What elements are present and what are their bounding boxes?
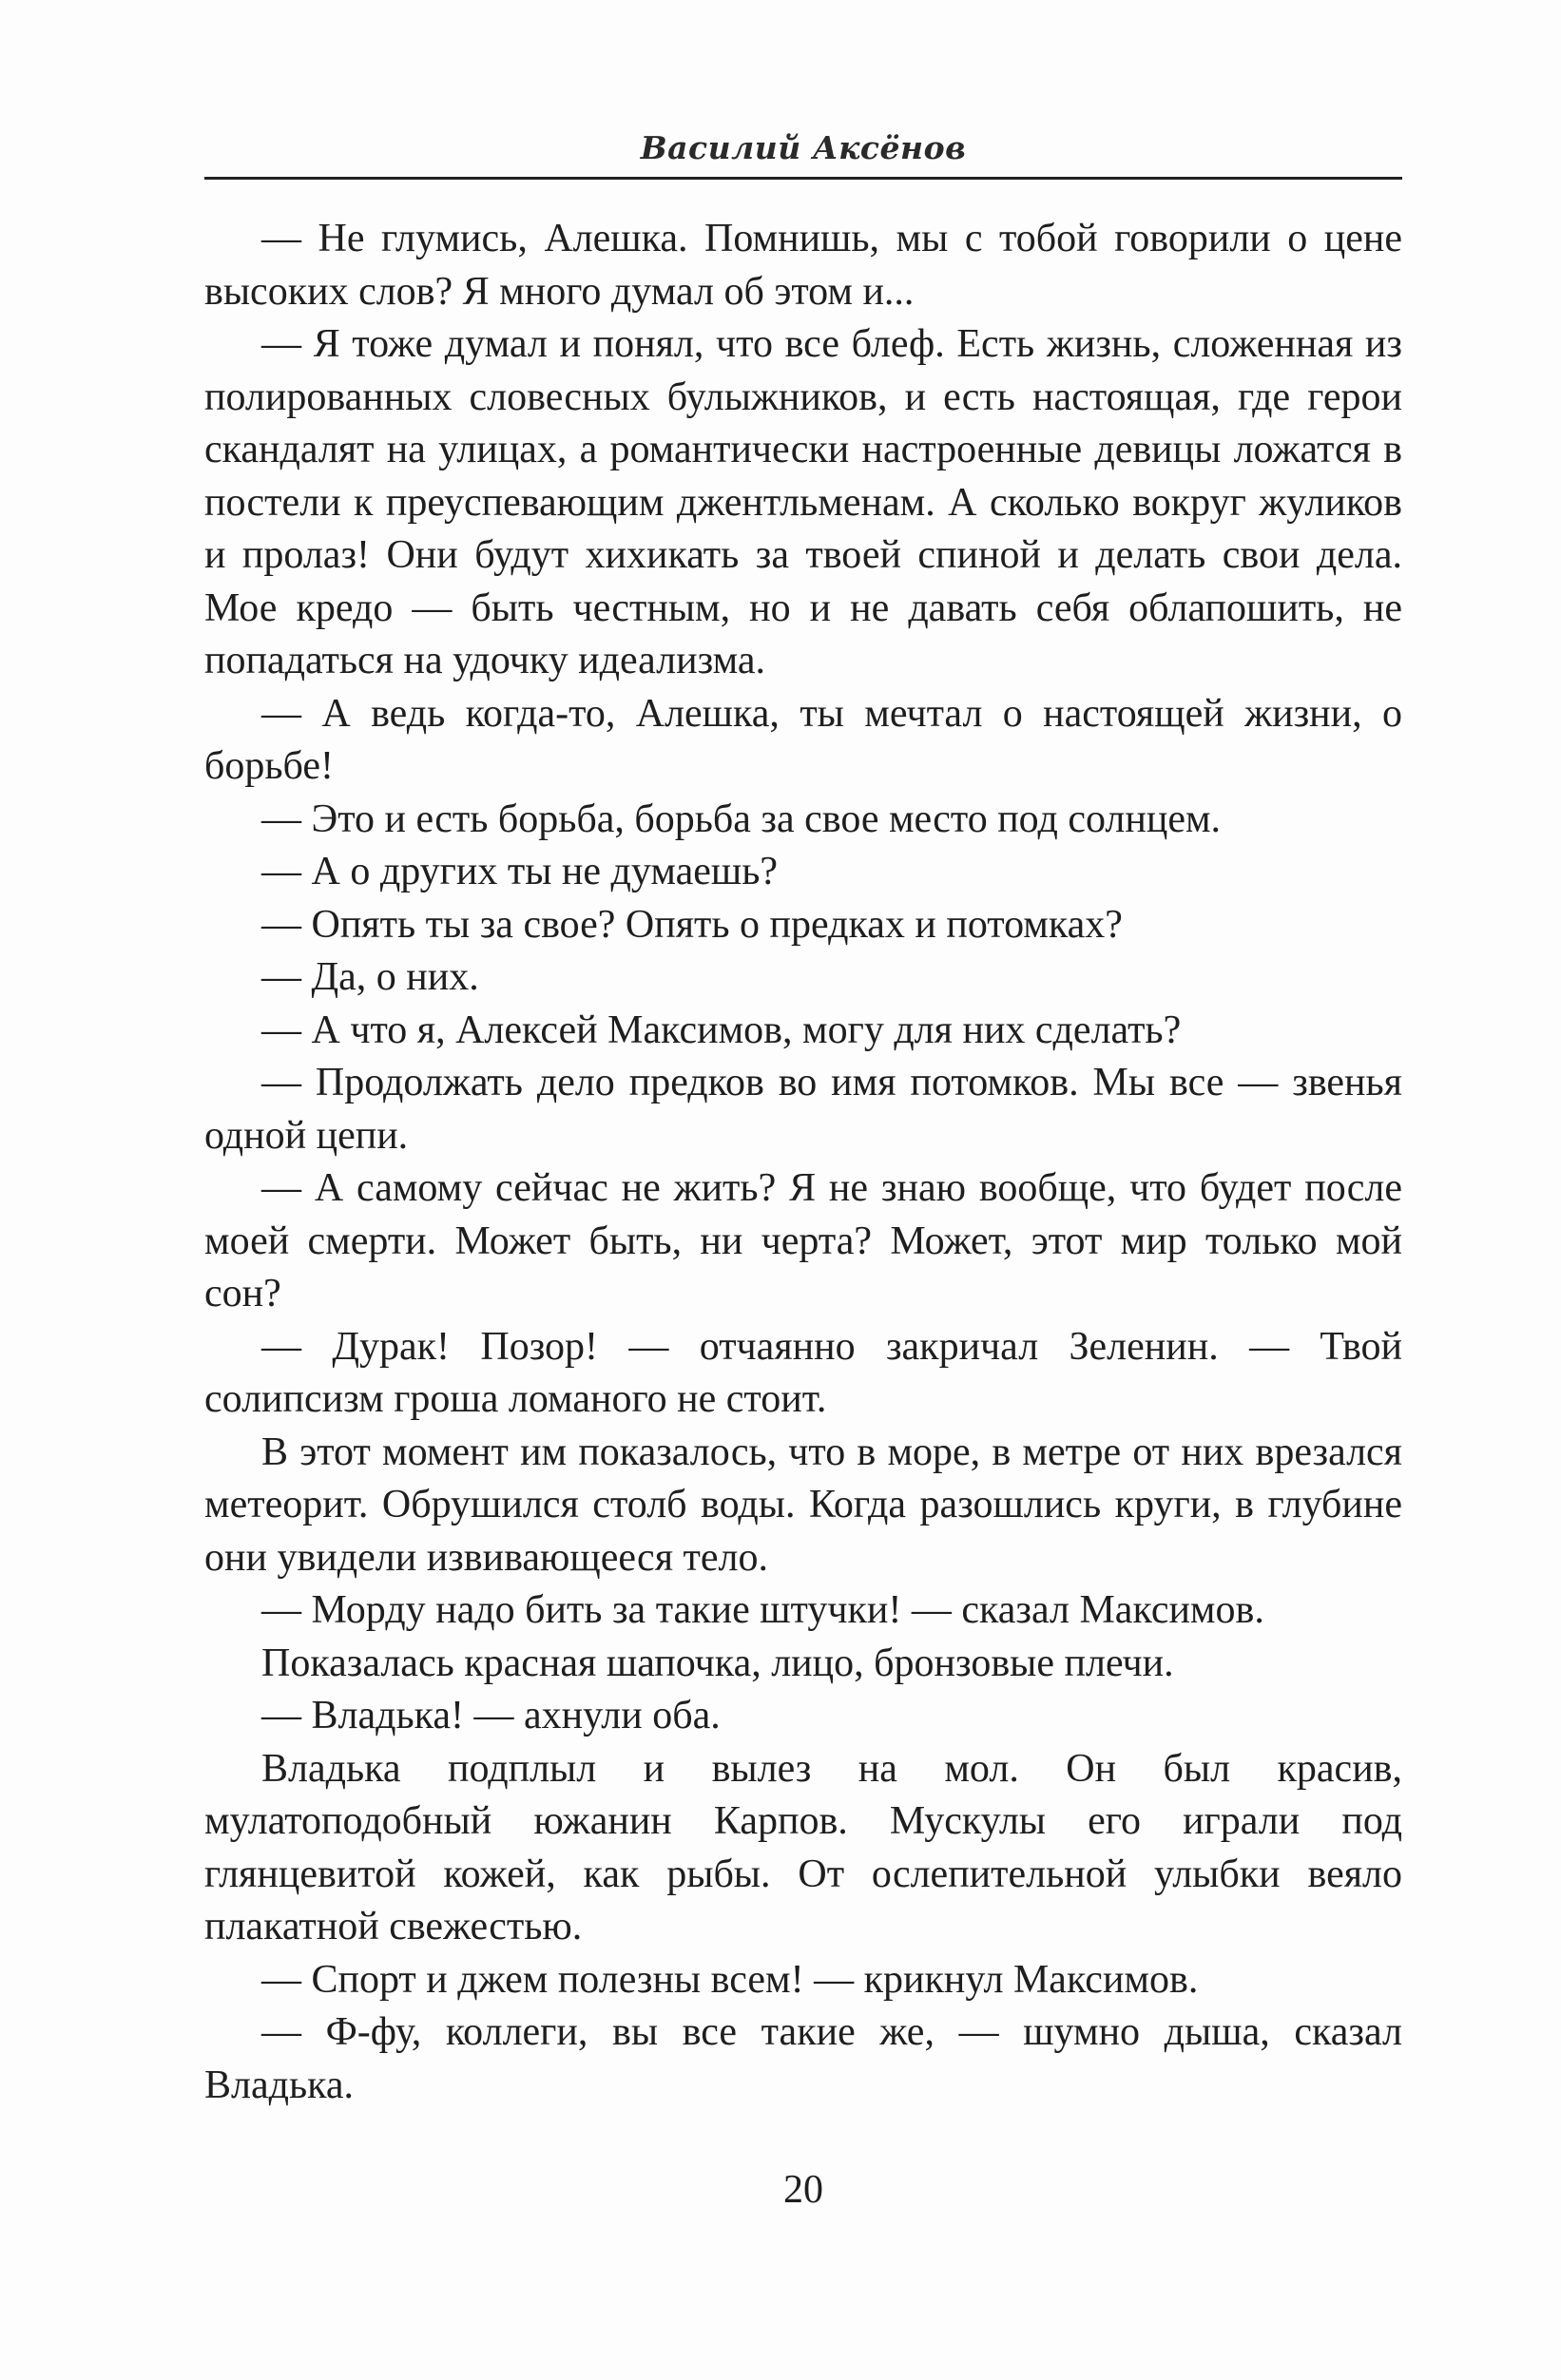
page-number: 20	[783, 2168, 823, 2212]
paragraph: Показалась красная шапочка, лицо, бронзовые плечи.	[261, 1641, 1174, 1685]
paragraph: — Это и есть борьба, борьба за свое место под солнцем.	[261, 797, 1222, 841]
paragraph: — Не глумись, Алешка. Помнишь, мы с тобой говорили о цене высоких слов? Я много думал об этом и...	[204, 217, 1402, 314]
paragraph: — А ведь когда-то, Алешка, ты мечтал о настоящей жизни, о борьбе!	[204, 691, 1402, 788]
paragraph: — Морду надо бить за такие штучки! — сказал Максимов.	[261, 1588, 1264, 1632]
paragraph: Владька подплыл и вылез на мол. Он был красив, мулатоподобный южанин Карпов. Мускулы его играли под глянцевитой кожей, как рыбы. От ослепительной улыбки веяло плакатной свежестью.	[204, 1746, 1402, 1948]
paragraph: — Ф-фу, коллеги, вы все такие же, — шумно дыша, сказал Владька.	[204, 2010, 1402, 2107]
paragraph: — А что я, Алексей Максимов, могу для них сделать?	[261, 1008, 1182, 1052]
paragraph: — Спорт и джем полезны всем! — крикнул Максимов.	[261, 1957, 1199, 2002]
header-rule	[204, 177, 1402, 180]
paragraph: — Дурак! Позор! — отчаянно закричал Зеленин. — Твой солипсизм гроша ломаного не стоит.	[204, 1324, 1402, 1421]
paragraph: — Опять ты за свое? Опять о предках и потомках?	[261, 902, 1123, 947]
paragraph: — А о других ты не думаешь?	[261, 850, 779, 893]
paragraph: — А самому сейчас не жить? Я не знаю вообще, что будет после моей смерти. Может быть, ни черта? Может, этот мир только мой сон?	[204, 1166, 1402, 1315]
paragraph: В этот момент им показалось, что в море, в метре от них врезался метеорит. Обрушился столб воды. Когда разошлись круги, в глубине они увидели извивающееся тело.	[204, 1430, 1402, 1580]
paragraph: — Продолжать дело предков во имя потомков. Мы все — звенья одной цепи.	[204, 1061, 1402, 1158]
paragraph: — Да, о них.	[261, 955, 479, 999]
paragraph: — Владька! — ахнули оба.	[261, 1694, 721, 1737]
paragraph: — Я тоже думал и понял, что все блеф. Есть жизнь, сложенная из полированных словесных булыжников, и есть настоящая, где герои скандалят на улицах, а романтически настроенные девицы ложатся в постели к преуспевающим джентльменам. А сколько вокруг жуликов и пролаз! Они будут хихикать за твоей спиной и делать свои дела. Мое кредо — быть честным, но и не давать себя облапошить, не попадаться на удочку идеализма.	[204, 322, 1402, 682]
running-head: Василий Аксёнов	[640, 129, 967, 166]
main-text	[204, 213, 1402, 2112]
